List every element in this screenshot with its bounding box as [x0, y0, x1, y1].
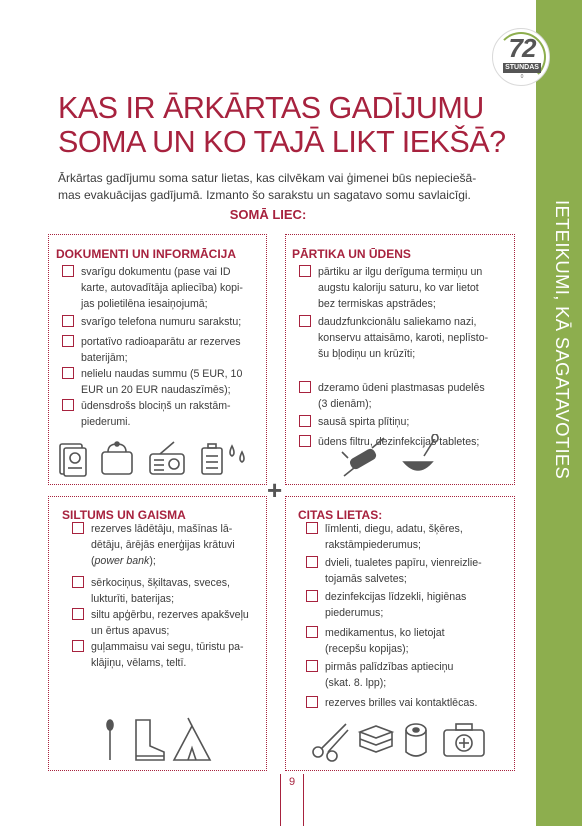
- checklist-item-line: (skat. 8. lpp);: [325, 677, 387, 689]
- towel-icon: [360, 726, 392, 752]
- checkbox[interactable]: [306, 696, 318, 708]
- checklist-item: [306, 589, 511, 621]
- checklist-item-text: [318, 380, 509, 412]
- checklist-item: [72, 521, 262, 569]
- checklist-item: [306, 659, 511, 691]
- checklist-item-line: dvieli, tualetes papīru, vienreizlie-: [325, 557, 482, 569]
- checkbox[interactable]: [62, 335, 74, 347]
- checkbox[interactable]: [306, 626, 318, 638]
- checklist-item-text: [91, 521, 262, 569]
- checklist-item-text: [318, 264, 509, 312]
- checklist-item-text: [325, 695, 511, 711]
- documents-title: DOKUMENTI UN INFORMĀCIJA: [56, 247, 236, 261]
- checklist-item-line: svarīgo telefona numuru sarakstu;: [81, 316, 242, 328]
- first-aid-kit-icon: [444, 724, 484, 756]
- checklist-item-text: [325, 521, 511, 553]
- checklist-item-line: nelielu naudas summu (5 EUR, 10: [81, 368, 243, 380]
- match-icon: [107, 720, 113, 760]
- checklist-item: [62, 398, 262, 430]
- checkbox[interactable]: [299, 381, 311, 393]
- checklist-item: [72, 575, 262, 607]
- checkbox[interactable]: [72, 640, 84, 652]
- checklist-item-line: siltu apģērbu, rezerves apakšveļu: [91, 609, 249, 621]
- checkbox[interactable]: [62, 399, 74, 411]
- checklist-item-text: [91, 639, 262, 671]
- checklist-item: [306, 625, 511, 657]
- bowl-spoon-icon: [404, 434, 438, 470]
- other-title: CITAS LIETAS:: [298, 508, 383, 522]
- logo-number: 72: [508, 33, 536, 63]
- checklist-item-line: karte, autovadītāja apliecība) kopi-: [81, 282, 243, 294]
- radio-icon: [150, 442, 184, 474]
- food-icons: [340, 434, 460, 478]
- checklist-item-line: (recepšu kopijas);: [325, 643, 409, 655]
- checklist-item-line: bez termiskas apstrādes;: [318, 298, 436, 310]
- tent-icon: [174, 718, 210, 760]
- checklist-item: [306, 555, 511, 587]
- checklist-item-line: svarīgu dokumentu (pase vai ID: [81, 266, 231, 278]
- checklist-item-line: piederumus;: [325, 607, 384, 619]
- checkbox[interactable]: [306, 556, 318, 568]
- plus-icon: +: [267, 475, 283, 505]
- checklist-item-line: sausā spirta plītiņu;: [318, 416, 410, 428]
- checklist-item-text: [81, 366, 262, 398]
- checkbox[interactable]: [299, 265, 311, 277]
- checklist-item-line: rezerves lādētāju, mašīnas lā-: [91, 523, 233, 535]
- checkbox[interactable]: [62, 367, 74, 379]
- food-title: PĀRTIKA UN ŪDENS: [292, 247, 411, 261]
- checklist-item-text: [81, 264, 262, 312]
- checkbox[interactable]: [62, 315, 74, 327]
- checklist-item-line: ūdens filtru, dezinfekcijas tabletes;: [318, 436, 480, 448]
- checklist-item-text: [81, 314, 262, 330]
- put-in-heading: SOMĀ LIEC:: [229, 207, 307, 222]
- checklist-item: [299, 414, 509, 430]
- checklist-item: [72, 639, 262, 671]
- 72-hours-logo: [492, 28, 550, 86]
- wallet-icon: [102, 442, 132, 474]
- checklist-item-text: [91, 607, 262, 639]
- checklist-item-line: guļammaisu vai segu, tūristu pa-: [91, 641, 244, 653]
- checklist-item-line: rakstāmpiederumus;: [325, 539, 421, 551]
- logo-word: STUNDAS: [503, 63, 541, 73]
- title-line-2: SOMA UN KO TAJĀ LIKT IEKŠĀ?: [58, 125, 506, 159]
- checklist-item-line: jas polietilēna iesaiņojumā;: [81, 298, 208, 310]
- checklist-item: [299, 314, 509, 362]
- checklist-item-text: [81, 334, 262, 366]
- checklist-item-line: līmlenti, diegu, adatu, šķēres,: [325, 523, 463, 535]
- checklist-item-text: [325, 659, 511, 691]
- checklist-item-text: [325, 589, 511, 621]
- checklist-item-line: daudzfunkcionālu saliekamo nazi,: [318, 316, 477, 328]
- checklist-item: [62, 334, 262, 366]
- checkbox[interactable]: [72, 522, 84, 534]
- checklist-item-text: [325, 555, 511, 587]
- checklist-item-line: pirmās palīdzības aptieciņu: [325, 661, 454, 673]
- checkbox[interactable]: [306, 590, 318, 602]
- boot-icon: [136, 720, 164, 760]
- multitool-icon: [342, 438, 384, 476]
- checklist-item-line: ūdensdrošs blociņš un rakstām-: [81, 400, 231, 412]
- checkbox[interactable]: [72, 576, 84, 588]
- checklist-item: [306, 521, 511, 553]
- intro-line-2: mas evakuācijas gadījumā. Izmanto šo sarakstu un sagatavo somu savlaicīgi.: [58, 188, 471, 202]
- checklist-item-line: (power bank);: [91, 555, 156, 567]
- page-number-rule-left: [280, 774, 281, 826]
- checklist-item-line: lukturīti, baterijas;: [91, 593, 175, 605]
- checklist-item: [62, 366, 262, 398]
- checklist-item-line: tojamās salvetes;: [325, 573, 407, 585]
- checkbox[interactable]: [306, 522, 318, 534]
- scissors-icon: [313, 724, 348, 761]
- checklist-item: [299, 380, 509, 412]
- checklist-item-line: un ērtus apavus;: [91, 625, 170, 637]
- checkbox[interactable]: [299, 435, 311, 447]
- logo-subtext: 0: [520, 74, 524, 80]
- checklist-item: [62, 314, 262, 330]
- checklist-item-line: baterijām;: [81, 352, 128, 364]
- checklist-item-line: augstu kaloriju saturu, ko var lietot: [318, 282, 479, 294]
- warmth-icons: [100, 716, 220, 764]
- checklist-item-line: portatīvo radioaparātu ar rezerves: [81, 336, 241, 348]
- battery-icon: [202, 444, 244, 474]
- checkbox[interactable]: [299, 415, 311, 427]
- checklist-item: [62, 264, 262, 312]
- checklist-item: [72, 607, 262, 639]
- checklist-item-line: piederumi.: [81, 416, 131, 428]
- checklist-item: [306, 695, 511, 711]
- other-icons: [310, 718, 500, 762]
- intro-line-1: Ārkārtas gadījumu soma satur lietas, kas cilvēkam vai ģimenei būs nepieciešā-: [58, 171, 477, 185]
- page-number: 9: [288, 776, 296, 788]
- checklist-item-line: (3 dienām);: [318, 398, 372, 410]
- checklist-item-text: [325, 625, 511, 657]
- checkbox[interactable]: [299, 315, 311, 327]
- checklist-item-line: dezinfekcijas līdzekli, higiēnas: [325, 591, 467, 603]
- checklist-item-line: šu bļodiņu un krūzīti;: [318, 348, 416, 360]
- checklist-item-line: EUR un 20 EUR naudaszīmēs);: [81, 384, 231, 396]
- title-line-1: KAS IR ĀRKĀRTAS GADĪJUMU: [58, 91, 484, 125]
- checklist-item-line: dētāju, ārējās enerģijas krātuvi: [91, 539, 235, 551]
- intro-paragraph: [58, 170, 520, 204]
- checkbox[interactable]: [72, 608, 84, 620]
- checkbox[interactable]: [62, 265, 74, 277]
- checklist-item-text: [318, 414, 509, 430]
- checklist-item-text: [81, 398, 262, 430]
- sidebar-heading: IETEIKUMI, KĀ SAGATAVOTIES: [552, 200, 573, 480]
- checklist-item-line: pārtiku ar ilgu derīguma termiņu un: [318, 266, 483, 278]
- toilet-paper-icon: [406, 724, 426, 756]
- checklist-item-line: konservu attaisāmo, karoti, neplīsto-: [318, 332, 489, 344]
- warmth-title: SILTUMS UN GAISMA: [62, 508, 186, 522]
- documents-icons: [56, 440, 256, 478]
- checklist-item-line: sērkociņus, šķiltavas, sveces,: [91, 577, 230, 589]
- page-number-rule-right: [303, 774, 304, 826]
- checklist-item-text: [318, 314, 509, 362]
- checklist-item-line: dzeramo ūdeni plastmasas pudelēs: [318, 382, 485, 394]
- page-title: [58, 91, 528, 159]
- checkbox[interactable]: [306, 660, 318, 672]
- checklist-item-line: rezerves brilles vai kontaktlēcas.: [325, 697, 478, 709]
- checklist-item-text: [91, 575, 262, 607]
- checklist-item: [299, 264, 509, 312]
- checklist-item-line: klājiņu, vēlams, teltī.: [91, 657, 187, 669]
- passport-icon: [60, 444, 86, 476]
- checklist-item-line: medikamentus, ko lietojat: [325, 627, 445, 639]
